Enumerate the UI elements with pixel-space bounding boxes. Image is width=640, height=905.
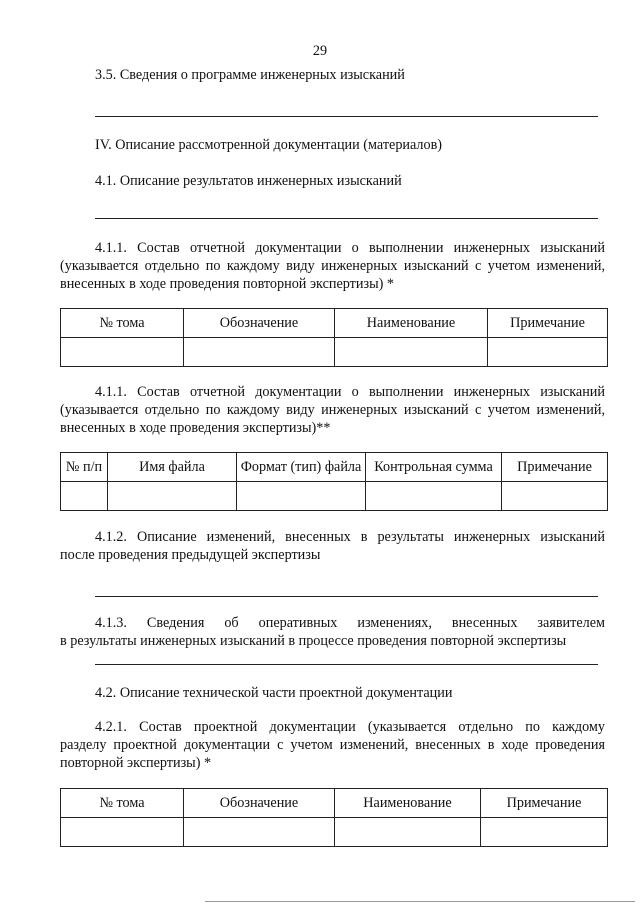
fill-line xyxy=(95,596,598,597)
column-header: Примечание xyxy=(502,453,608,482)
section-3-5-heading: 3.5. Сведения о программе инженерных изысканий xyxy=(95,67,405,83)
paragraph-4-1-2 xyxy=(60,528,605,564)
column-header: Примечание xyxy=(481,789,608,818)
column-header: Обозначение xyxy=(184,309,335,338)
table-row xyxy=(61,482,608,511)
paragraph-line: повторной экспертизы) * xyxy=(60,755,212,771)
table-cell xyxy=(108,482,237,511)
table-cell xyxy=(335,338,488,367)
table-header-row xyxy=(61,309,608,338)
table-cell xyxy=(502,482,608,511)
column-header: № п/п xyxy=(61,453,108,482)
fill-line xyxy=(95,116,598,117)
paragraph-line: (указывается отдельно по каждому виду инженерных изысканий с учетом изменений, xyxy=(60,258,605,274)
column-header: Имя файла xyxy=(108,453,237,482)
column-header: Наименование xyxy=(335,309,488,338)
column-header: Формат (тип) файла xyxy=(237,453,366,482)
table-cell xyxy=(61,818,184,847)
paragraph-line: (указывается отдельно по каждому виду инженерных изысканий с учетом изменений, xyxy=(60,402,605,418)
section-iv-heading: IV. Описание рассмотренной документации (материалов) xyxy=(95,137,443,153)
section-4-2-heading: 4.2. Описание технической части проектной документации xyxy=(95,685,453,701)
column-header: Наименование xyxy=(335,789,481,818)
paragraph-line: 4.1.2. Описание изменений, внесенных в результаты инженерных изысканий xyxy=(95,529,605,545)
files-table xyxy=(60,452,608,511)
paragraph-line: разделу проектной документации с учетом изменений, внесенных в ходе проведения xyxy=(60,737,605,753)
table-header-row xyxy=(61,789,608,818)
table-cell xyxy=(61,482,108,511)
table-cell xyxy=(184,818,335,847)
page-number: 29 xyxy=(312,43,328,59)
table-cell xyxy=(366,482,502,511)
column-header: Обозначение xyxy=(184,789,335,818)
paragraph-line: в результаты инженерных изысканий в процессе проведения повторной экспертизы xyxy=(60,633,567,649)
table-cell xyxy=(237,482,366,511)
fill-line xyxy=(95,218,598,219)
paragraph-line: 4.1.3. Сведения об оперативных изменениях, внесенных заявителем xyxy=(95,615,605,631)
paragraph-4-2-1 xyxy=(60,718,605,772)
scan-edge-line xyxy=(205,901,635,902)
column-header: Примечание xyxy=(488,309,608,338)
documents-table-2 xyxy=(60,788,608,847)
table-row xyxy=(61,818,608,847)
paragraph-line: 4.1.1. Состав отчетной документации о выполнении инженерных изысканий xyxy=(95,240,605,256)
column-header: № тома xyxy=(61,309,184,338)
paragraph-line: внесенных в ходе проведения экспертизы)** xyxy=(60,420,331,436)
paragraph-line: 4.1.1. Состав отчетной документации о выполнении инженерных изысканий xyxy=(95,384,605,400)
table-cell xyxy=(335,818,481,847)
fill-line xyxy=(95,664,598,665)
table-header-row xyxy=(61,453,608,482)
documents-table-1 xyxy=(60,308,608,367)
paragraph-4-1-3 xyxy=(60,614,605,650)
paragraph-line: 4.2.1. Состав проектной документации (указывается отдельно по каждому xyxy=(95,719,605,735)
column-header: № тома xyxy=(61,789,184,818)
section-4-1-heading: 4.1. Описание результатов инженерных изысканий xyxy=(95,173,402,189)
column-header: Контрольная сумма xyxy=(366,453,502,482)
table-cell xyxy=(481,818,608,847)
paragraph-4-1-1-repeat xyxy=(60,239,605,293)
paragraph-line: после проведения предыдущей экспертизы xyxy=(60,547,321,563)
paragraph-line: внесенных в ходе проведения повторной экспертизы) * xyxy=(60,276,394,292)
table-cell xyxy=(184,338,335,367)
table-cell xyxy=(488,338,608,367)
table-row xyxy=(61,338,608,367)
table-cell xyxy=(61,338,184,367)
paragraph-4-1-1-initial xyxy=(60,383,605,437)
